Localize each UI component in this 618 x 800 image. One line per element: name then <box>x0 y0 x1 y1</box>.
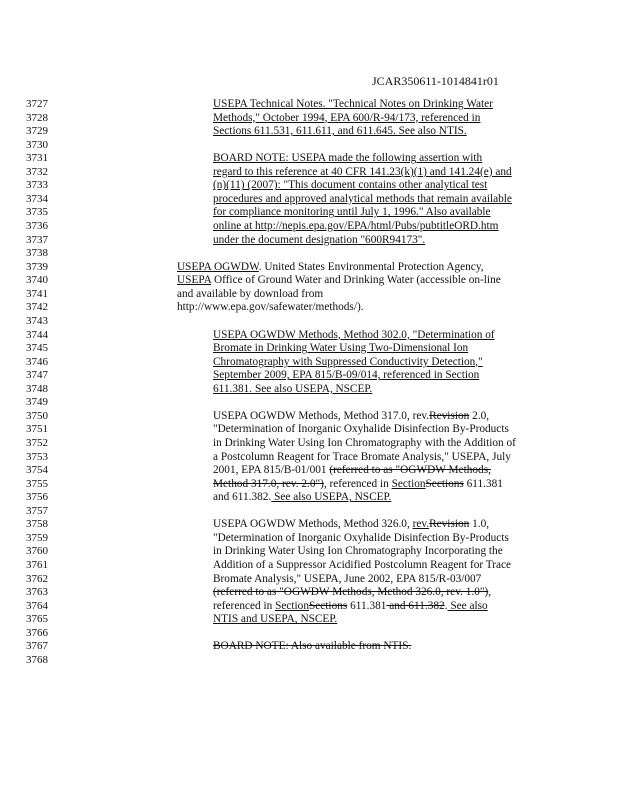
text-segment: 2.0, <box>469 409 490 422</box>
inserted-text: Section <box>275 599 309 612</box>
text-segment: 611.381 <box>463 477 503 490</box>
text-segment: USEPA OGWDW Methods, Method 317.0, rev. <box>213 409 430 422</box>
struck-text: Sections <box>425 477 464 490</box>
inserted-text: under the document designation "600R94173". <box>213 233 426 246</box>
text-segment: in Drinking Water Using Ion Chromatography with the Addition of <box>213 437 516 449</box>
line-number: 3768 <box>26 653 48 666</box>
text-line <box>177 262 484 273</box>
text-line <box>213 424 509 435</box>
text-line <box>213 479 503 490</box>
line-number: 3753 <box>26 450 48 463</box>
inserted-text: Methods," October 1994, EPA 600/R-94/173, referenced in <box>213 111 481 124</box>
text-line <box>213 194 512 205</box>
line-number: 3755 <box>26 477 48 490</box>
struck-text: Method 317.0, rev. 2.0") <box>213 477 324 490</box>
line-number: 3727 <box>26 98 48 110</box>
text-segment: , referenced in <box>323 477 392 490</box>
struck-text: Sections <box>308 599 348 612</box>
line-number: 3752 <box>26 437 48 449</box>
text-segment: 2001, EPA 815/B-01/001 <box>213 464 330 477</box>
inserted-text: (n)(11) (2007): "This document contains other analytical test <box>213 179 488 192</box>
text-line <box>213 126 467 137</box>
line-number: 3741 <box>26 287 48 300</box>
line-number: 3732 <box>26 165 48 178</box>
line-number: 3756 <box>26 491 48 504</box>
text-segment: and available by download from <box>177 287 324 300</box>
document-id-header: JCAR350611-1014841r01 <box>372 74 499 88</box>
text-line <box>213 601 488 612</box>
text-segment: . <box>444 599 448 612</box>
text-line <box>213 438 516 449</box>
text-line <box>213 235 425 246</box>
line-number: 3745 <box>26 342 48 355</box>
text-line <box>213 180 487 191</box>
text-line <box>213 330 495 341</box>
struck-text: (referred to as "OGWDW Methods, Method 326.0, rev. 1.0") <box>213 586 489 599</box>
line-number: 3729 <box>26 125 48 138</box>
inserted-text: September 2009, EPA 815/B-09/014, referenced in Section <box>213 369 480 382</box>
line-number: 3761 <box>26 559 48 572</box>
line-number: 3749 <box>26 396 48 409</box>
line-number: 3751 <box>26 423 48 436</box>
line-number: 3734 <box>26 192 48 205</box>
text-line <box>213 546 503 557</box>
line-number: 3758 <box>26 518 48 531</box>
inserted-text: BOARD NOTE: USEPA made the following assertion with <box>213 152 483 165</box>
text-line <box>213 560 511 571</box>
line-number: 3759 <box>26 531 48 544</box>
text-line <box>213 167 512 178</box>
inserted-text: procedures and approved analytical methods that remain available <box>213 192 512 205</box>
inserted-text: See also <box>447 599 488 612</box>
text-line <box>213 519 489 530</box>
inserted-text: regard to this reference at 40 CFR 141.23(k)(1) and 141.24(e) and <box>213 165 512 178</box>
text-segment: Addition of a Suppressor Acidified Postcolumn Reagent for Trace <box>213 559 512 572</box>
inserted-text: Chromatography with Suppressed Conductivity Detection," <box>213 355 483 368</box>
text-line <box>213 587 491 598</box>
text-line <box>177 275 501 286</box>
text-segment: http://www.epa.gov/safewater/methods/). <box>177 301 364 314</box>
text-line <box>213 533 509 544</box>
line-number: 3766 <box>26 626 48 639</box>
text-segment: . United States Environmental Protection Agency, <box>258 260 484 273</box>
inserted-text: USEPA OGWDW Methods, Method 302.0, "Determination of <box>213 328 495 341</box>
line-number: 3737 <box>26 233 48 246</box>
text-line <box>213 343 468 354</box>
line-number: 3747 <box>26 369 48 382</box>
line-number: 3746 <box>26 355 48 368</box>
text-segment: "Determination of Inorganic Oxyhalide Disinfection By-Products <box>213 531 509 544</box>
text-line <box>213 465 491 476</box>
inserted-text: USEPA OGWDW <box>177 260 259 273</box>
text-line <box>213 452 511 463</box>
inserted-text: USEPA <box>177 274 212 287</box>
line-number: 3735 <box>26 206 48 219</box>
text-segment: 1.0, <box>469 518 490 531</box>
line-number: 3760 <box>26 545 48 558</box>
text-segment: in Drinking Water Using Ion Chromatography Incorporating the <box>213 545 503 558</box>
inserted-text: for compliance monitoring until July 1, 1996." Also available <box>213 206 491 219</box>
text-line <box>213 411 489 422</box>
text-segment: 611.381 <box>347 599 387 612</box>
line-number: 3750 <box>26 409 48 422</box>
line-number: 3757 <box>26 504 48 517</box>
text-line <box>213 99 493 110</box>
line-number: 3731 <box>26 152 48 165</box>
line-number: 3762 <box>26 572 48 585</box>
line-number: 3739 <box>26 260 48 273</box>
text-line <box>213 384 372 395</box>
text-line <box>177 302 364 313</box>
line-number: 3730 <box>26 138 48 151</box>
inserted-text: NTIS and USEPA, NSCEP. <box>213 613 338 626</box>
line-number: 3742 <box>26 301 48 314</box>
text-line <box>213 492 391 503</box>
line-number: 3765 <box>26 613 48 626</box>
text-line <box>213 153 482 164</box>
text-line <box>213 641 411 652</box>
inserted-text: Bromate in Drinking Water Using Two-Dimensional Ion <box>213 342 469 355</box>
struck-text: Revision <box>429 518 470 531</box>
inserted-text: Section <box>391 477 426 490</box>
text-segment: , <box>488 586 492 599</box>
line-number: 3743 <box>26 314 48 327</box>
line-number: 3744 <box>26 328 48 341</box>
inserted-text: See also USEPA, NSCEP. <box>271 491 392 504</box>
line-number: 3748 <box>26 382 48 395</box>
text-segment: "Determination of Inorganic Oxyhalide Disinfection By-Products <box>213 423 509 436</box>
text-line <box>213 357 483 368</box>
struck-text: BOARD NOTE: Also available from NTIS. <box>213 640 412 653</box>
text-segment: a Postcolumn Reagent for Trace Bromate Analysis," USEPA, July <box>213 450 511 463</box>
inserted-text: 611.381. See also USEPA, NSCEP. <box>213 382 373 395</box>
text-segment: referenced in <box>213 599 276 612</box>
text-segment: USEPA OGWDW Methods, Method 326.0, <box>213 518 413 531</box>
line-number: 3728 <box>26 111 48 124</box>
struck-text: and 611.382 <box>386 599 445 612</box>
line-number: 3736 <box>26 220 48 233</box>
line-number: 3740 <box>26 274 48 287</box>
text-segment: Office of Ground Water and Drinking Water (accessible on-line <box>211 274 501 287</box>
line-number: 3754 <box>26 464 48 477</box>
text-segment: and 611.382. <box>213 491 272 504</box>
struck-text: Revision <box>429 409 470 422</box>
line-number: 3767 <box>26 640 48 653</box>
inserted-text: Sections 611.531, 611.611, and 611.645. See also NTIS. <box>213 125 467 138</box>
struck-text: (referred to as "OGWDW Methods, <box>329 464 491 477</box>
text-line <box>213 574 481 585</box>
text-line <box>213 614 337 625</box>
text-line <box>213 113 480 124</box>
inserted-text: USEPA Technical Notes. "Technical Notes on Drinking Water <box>213 98 493 110</box>
inserted-text: rev. <box>412 518 430 531</box>
inserted-text: online at http://nepis.epa.gov/EPA/html/Pubs/pubtitleORD.htm <box>213 220 499 233</box>
text-line <box>213 207 491 218</box>
text-segment: Bromate Analysis," USEPA, June 2002, EPA 815/R-03/007 <box>213 572 482 585</box>
line-number: 3738 <box>26 247 48 260</box>
line-number: 3733 <box>26 179 48 192</box>
line-number: 3764 <box>26 599 48 612</box>
line-number: 3763 <box>26 586 48 599</box>
text-line <box>177 289 323 300</box>
text-line <box>213 370 479 381</box>
text-line <box>213 221 498 232</box>
